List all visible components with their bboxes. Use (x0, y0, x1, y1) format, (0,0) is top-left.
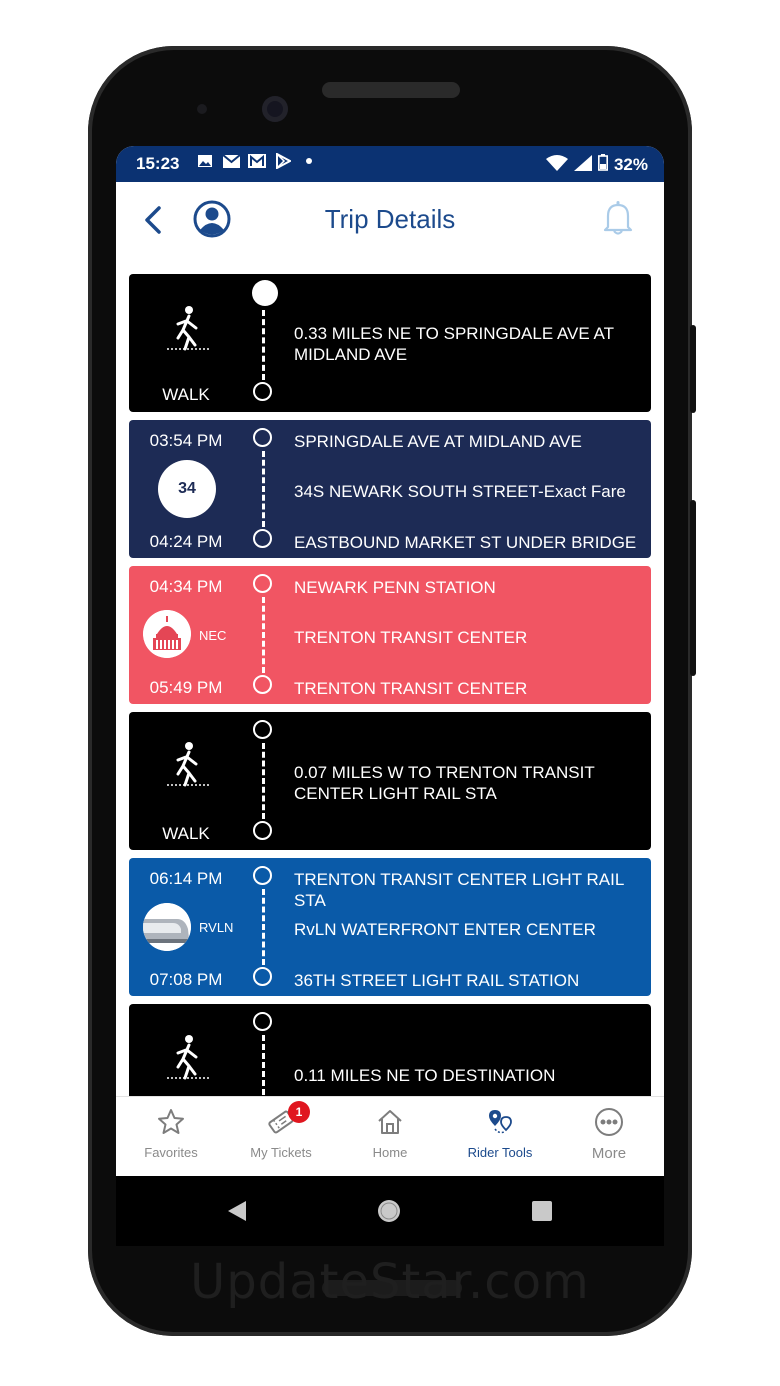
route-badge: 34 (158, 460, 216, 518)
to-stop: EASTBOUND MARKET ST UNDER BRIDGE (294, 533, 637, 552)
back-triangle-icon[interactable] (226, 1199, 248, 1223)
nav-rider-tools[interactable] (445, 1097, 555, 1176)
leg-description: 0.11 MILES NE TO DESTINATION (294, 1066, 556, 1085)
capitol-icon (143, 610, 191, 658)
signal-icon (574, 155, 592, 176)
leg-walk (129, 712, 651, 850)
home-circle-icon[interactable] (376, 1198, 402, 1224)
leg-line (262, 597, 265, 673)
from-stop: TRENTON TRANSIT CENTER LIGHT RAIL STA (294, 870, 624, 910)
front-camera (262, 96, 288, 122)
stop-marker (253, 529, 272, 548)
app-header (116, 182, 664, 258)
nav-more[interactable] (554, 1097, 664, 1176)
stop-marker (253, 574, 272, 593)
stop-marker (253, 428, 272, 447)
line-label: NEC (199, 628, 227, 643)
nav-label: My Tickets (250, 1145, 312, 1160)
page-title: Trip Details (324, 204, 456, 234)
leg-rail[interactable] (129, 566, 651, 704)
nav-label: More (591, 1145, 627, 1162)
leg-mode-label: WALK (162, 385, 210, 404)
more-icon (594, 1107, 624, 1137)
leg-light-rail[interactable] (129, 858, 651, 996)
end-time: 05:49 PM (149, 678, 223, 697)
nav-my-tickets[interactable] (226, 1097, 336, 1176)
bottom-navigation (116, 1096, 664, 1176)
leg-line (262, 889, 265, 965)
rider-tools-icon (485, 1107, 515, 1137)
leg-walk (129, 274, 651, 412)
stop-marker (253, 720, 272, 739)
route-name: TRENTON TRANSIT CENTER (294, 628, 528, 647)
notifications-button[interactable] (602, 200, 634, 236)
system-navigation-bar (116, 1176, 664, 1246)
from-stop: SPRINGDALE AVE AT MIDLAND AVE (294, 432, 582, 451)
earpiece-speaker (322, 82, 460, 98)
light-rail-icon (143, 903, 191, 951)
power-button (690, 325, 696, 413)
wifi-icon (546, 155, 568, 176)
walk-icon (163, 1033, 213, 1083)
leg-line (262, 743, 265, 819)
app-screen (116, 146, 664, 1176)
start-time: 03:54 PM (149, 431, 223, 450)
leg-line (262, 310, 265, 380)
line-label: RVLN (199, 920, 234, 935)
walk-icon (163, 304, 213, 354)
leg-line (262, 451, 265, 527)
leg-walk (129, 1004, 651, 1104)
battery-icon (598, 154, 608, 176)
stop-marker (253, 821, 272, 840)
leg-description: 0.07 MILES W TO TRENTON TRANSIT CENTER LIGHT RAIL STA (294, 763, 595, 803)
route-name: RvLN WATERFRONT ENTER CENTER (294, 920, 596, 939)
recents-square-icon[interactable] (531, 1200, 553, 1222)
leg-bus[interactable] (129, 420, 651, 558)
dot-icon (300, 153, 318, 169)
gmail-icon (248, 153, 266, 169)
watermark: UpdateStar.com (190, 1254, 590, 1310)
stop-marker (253, 967, 272, 986)
bell-icon (602, 200, 634, 236)
route-name: 34S NEWARK SOUTH STREET-Exact Fare (294, 482, 626, 501)
nav-favorites[interactable] (116, 1097, 226, 1176)
status-bar (116, 146, 664, 182)
play-store-icon (274, 153, 292, 169)
start-time: 06:14 PM (149, 869, 223, 888)
battery-percent: 32% (613, 155, 648, 174)
sensor (197, 104, 207, 114)
stop-marker (253, 382, 272, 401)
end-time: 07:08 PM (149, 970, 223, 989)
walk-icon (163, 740, 213, 790)
nav-label: Favorites (144, 1145, 198, 1160)
start-dot (252, 280, 278, 306)
nav-home[interactable] (335, 1097, 445, 1176)
star-icon (156, 1107, 186, 1137)
stop-marker (253, 1012, 272, 1031)
tickets-count-badge: 1 (288, 1101, 310, 1123)
nav-label: Home (372, 1145, 408, 1160)
start-time: 04:34 PM (149, 577, 223, 596)
leg-description: 0.33 MILES NE TO SPRINGDALE AVE AT MIDLAND AVE (294, 324, 614, 364)
system-icons (546, 154, 648, 176)
to-stop: TRENTON TRANSIT CENTER (294, 679, 528, 698)
from-stop: NEWARK PENN STATION (294, 578, 496, 597)
leg-mode-label: WALK (162, 824, 210, 843)
home-icon (375, 1107, 405, 1137)
image-icon (196, 153, 214, 169)
notification-icons (196, 153, 318, 169)
status-time: 15:23 (136, 154, 180, 173)
mail-icon (222, 153, 240, 169)
volume-button (690, 500, 696, 676)
end-time: 04:24 PM (149, 532, 223, 551)
leg-line (262, 1035, 265, 1104)
to-stop: 36TH STREET LIGHT RAIL STATION (294, 971, 580, 990)
stop-marker (253, 866, 272, 885)
nav-label: Rider Tools (467, 1145, 533, 1160)
stop-marker (253, 675, 272, 694)
